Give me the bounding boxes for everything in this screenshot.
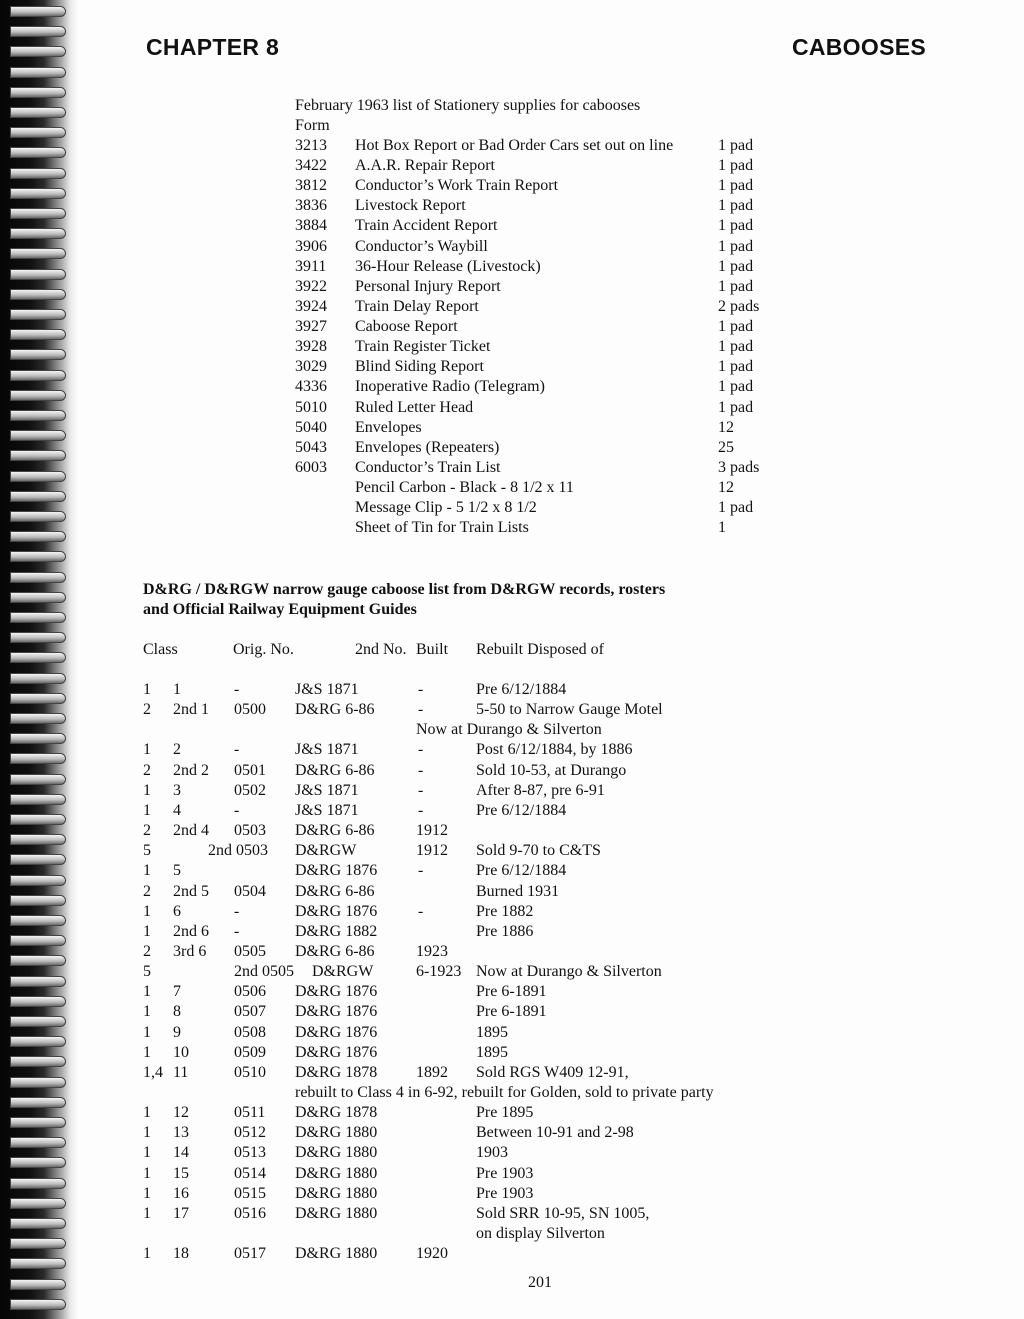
caboose-class: 1	[143, 1144, 151, 1162]
caboose-class: 1	[143, 902, 151, 920]
stationery-description: Inoperative Radio (Telegram)	[355, 378, 545, 396]
caboose-built: D&RG 1876	[295, 983, 378, 1001]
caboose-disposed: Now at Durango & Silverton	[476, 963, 662, 981]
caboose-2nd-no: 0510	[234, 1063, 266, 1081]
binding-ring	[10, 1036, 66, 1047]
stationery-quantity: 12	[718, 479, 734, 497]
binding-ring	[10, 551, 66, 562]
stationery-description: Train Register Ticket	[355, 338, 491, 356]
stationery-description: Blind Siding Report	[355, 358, 484, 376]
caboose-built: D&RG 1880	[295, 1124, 378, 1142]
binding-ring	[10, 814, 66, 825]
stationery-description: A.A.R. Repair Report	[355, 157, 495, 175]
caboose-class: 1	[143, 1003, 151, 1021]
caboose-class: 1	[143, 983, 151, 1001]
stationery-quantity: 2 pads	[718, 297, 760, 315]
caboose-built: D&RG 6-86	[295, 761, 375, 779]
caboose-orig-no: 2	[173, 741, 181, 759]
stationery-title: February 1963 list of Stationery supplies for cabooses	[295, 97, 641, 114]
binding-ring	[10, 935, 66, 946]
caboose-orig-no: 13	[173, 1124, 189, 1142]
binding-ring	[10, 733, 66, 744]
stationery-form-number: 5040	[295, 418, 327, 436]
caboose-rebuilt: 1912	[416, 842, 448, 860]
binding-ring	[10, 834, 66, 845]
binding-ring	[10, 1016, 66, 1027]
stationery-description: Envelopes	[355, 418, 422, 436]
caboose-orig-no: 2nd 5	[173, 882, 209, 900]
caboose-built: D&RG 6-86	[295, 882, 375, 900]
caboose-2nd-no: 0508	[234, 1023, 266, 1041]
caboose-built: D&RG 1876	[295, 1003, 378, 1021]
caboose-built: D&RG 1876	[295, 1043, 378, 1061]
stationery-description: Pencil Carbon - Black - 8 1/2 x 11	[355, 479, 574, 497]
caboose-orig-no: 8	[173, 1003, 181, 1021]
caboose-disposed: on display Silverton	[476, 1225, 605, 1243]
caboose-built: D&RG 1880	[295, 1204, 378, 1222]
page-number: 201	[528, 1274, 552, 1291]
caboose-built: D&RG 1880	[295, 1144, 378, 1162]
caboose-disposed: Between 10-91 and 2-98	[476, 1124, 634, 1142]
binding-ring	[10, 713, 66, 724]
caboose-disposed: Post 6/12/1884, by 1886	[476, 741, 633, 759]
binding-ring	[10, 592, 66, 603]
stationery-form-number: 5043	[295, 438, 327, 456]
binding-ring	[10, 450, 66, 461]
caboose-rebuilt: 1892	[416, 1063, 448, 1081]
caboose-2nd-no: 0507	[234, 1003, 266, 1021]
binding-ring	[10, 6, 66, 17]
stationery-quantity: 1 pad	[718, 358, 754, 376]
binding-ring	[10, 915, 66, 926]
stationery-quantity: 25	[718, 438, 734, 456]
binding-ring	[10, 1137, 66, 1148]
binding-ring	[10, 976, 66, 987]
binding-ring	[10, 1218, 66, 1229]
stationery-description: Message Clip - 5 1/2 x 8 1/2	[355, 499, 537, 517]
binding-ring	[10, 228, 66, 239]
stationery-form-number: 3029	[295, 358, 327, 376]
caboose-disposed: Pre 1903	[476, 1164, 534, 1182]
caboose-orig-no: 5	[173, 862, 181, 880]
stationery-quantity: 12	[718, 418, 734, 436]
caboose-2nd-no: 0505	[234, 942, 266, 960]
stationery-quantity: 1 pad	[718, 398, 754, 416]
caboose-class: 1	[143, 781, 151, 799]
caboose-2nd-no: 0513	[234, 1144, 266, 1162]
stationery-form-number: 3836	[295, 197, 327, 215]
binding-ring	[10, 1097, 66, 1108]
caboose-2nd-no: -	[234, 681, 240, 698]
caboose-built: J&S 1871	[295, 781, 359, 799]
caboose-disposed: Burned 1931	[476, 882, 560, 900]
column-header-class: Class	[143, 641, 178, 658]
caboose-built: D&RG 1876	[295, 862, 378, 880]
caboose-class: 1	[143, 1124, 151, 1142]
caboose-2nd-no: 0502	[234, 781, 266, 799]
caboose-orig-no: 2nd 1	[173, 701, 209, 719]
caboose-class: 1	[143, 801, 151, 819]
caboose-orig-no: 16	[173, 1184, 189, 1202]
caboose-orig-no: 14	[173, 1144, 189, 1162]
caboose-2nd-no: -	[234, 922, 240, 940]
binding-ring	[10, 1157, 66, 1168]
stationery-form-number: 3422	[295, 157, 327, 175]
caboose-disposed: 1895	[476, 1023, 508, 1041]
binding-ring	[10, 612, 66, 623]
stationery-quantity: 3 pads	[718, 458, 760, 476]
binding-ring	[10, 188, 66, 199]
binding-ring	[10, 1279, 66, 1290]
caboose-built: D&RG 6-86	[295, 701, 375, 719]
caboose-class: 5	[143, 963, 151, 981]
binding-ring	[10, 269, 66, 280]
stationery-form-number: 3922	[295, 277, 327, 295]
caboose-orig-no: 17	[173, 1204, 189, 1222]
caboose-2nd-no: 0517	[234, 1245, 266, 1263]
binding-ring	[10, 430, 66, 441]
binding-ring	[10, 1178, 66, 1189]
caboose-list-title: D&RG / D&RGW narrow gauge caboose list from D&RGW records, rosters	[143, 581, 666, 598]
caboose-orig-no: 2nd 2	[173, 761, 209, 779]
caboose-class: 1	[143, 1204, 151, 1222]
stationery-description: Conductor’s Train List	[355, 458, 501, 476]
caboose-orig-no: 11	[173, 1063, 189, 1081]
caboose-2nd-no: 0512	[234, 1124, 266, 1142]
caboose-2nd-no: -	[234, 741, 240, 759]
spiral-binding	[0, 0, 78, 1319]
binding-ring	[10, 511, 66, 522]
binding-ring	[10, 652, 66, 663]
binding-ring	[10, 693, 66, 704]
binding-ring	[10, 46, 66, 57]
caboose-class: 2	[143, 761, 151, 779]
column-header-2nd-no: 2nd No.	[355, 641, 407, 658]
stationery-form-label: Form	[295, 117, 330, 134]
chapter-heading: CHAPTER 8	[146, 34, 280, 60]
caboose-built: J&S 1871	[295, 741, 359, 759]
caboose-disposed: Sold SRR 10-95, SN 1005,	[476, 1204, 650, 1222]
binding-ring	[10, 774, 66, 785]
stationery-description: Hot Box Report or Bad Order Cars set out on line	[355, 137, 674, 154]
caboose-orig-no: 6	[173, 902, 181, 920]
caboose-2nd-no: 0504	[234, 882, 266, 900]
caboose-orig-no: 2nd 6	[173, 922, 209, 940]
caboose-disposed: Pre 1895	[476, 1104, 534, 1122]
column-header-orig-no: Orig. No.	[233, 641, 294, 658]
caboose-2nd-no: -	[234, 902, 240, 920]
binding-ring	[10, 26, 66, 37]
binding-ring	[10, 1077, 66, 1088]
stationery-form-number: 3924	[295, 297, 327, 315]
caboose-orig-no: 18	[173, 1245, 189, 1263]
caboose-disposed: Pre 6/12/1884	[476, 801, 567, 819]
caboose-built: D&RG 1882	[295, 922, 378, 940]
caboose-built: D&RG 1878	[295, 1104, 378, 1122]
caboose-2nd-no: 0500	[234, 701, 266, 719]
caboose-rebuilt: -	[418, 761, 424, 779]
binding-ring	[10, 572, 66, 583]
binding-ring	[10, 87, 66, 98]
stationery-description: Caboose Report	[355, 318, 458, 336]
caboose-disposed: Pre 1903	[476, 1184, 534, 1202]
caboose-orig-no: 15	[173, 1164, 189, 1182]
caboose-class: 1,4	[143, 1063, 163, 1081]
stationery-form-number: 5010	[295, 398, 327, 416]
caboose-disposed: Pre 6/12/1884	[476, 681, 567, 698]
stationery-description: Personal Injury Report	[355, 277, 501, 295]
binding-ring	[10, 390, 66, 401]
caboose-rebuilt: 1912	[416, 822, 448, 840]
caboose-2nd-no: 0503	[234, 822, 266, 840]
caboose-disposed: Sold 9-70 to C&TS	[476, 842, 601, 860]
binding-ring	[10, 1198, 66, 1209]
binding-ring	[10, 248, 66, 259]
stationery-quantity: 1 pad	[718, 197, 754, 215]
stationery-form-number: 3812	[295, 177, 327, 195]
caboose-rebuilt: -	[418, 741, 424, 759]
binding-ring	[10, 491, 66, 502]
stationery-quantity: 1 pad	[718, 318, 754, 336]
caboose-orig-no: 3	[173, 781, 181, 799]
caboose-class: 1	[143, 1184, 151, 1202]
binding-ring	[10, 531, 66, 542]
stationery-description: Envelopes (Repeaters)	[355, 438, 500, 456]
caboose-class: 1	[143, 681, 151, 698]
binding-ring	[10, 955, 66, 966]
binding-ring	[10, 410, 66, 421]
stationery-form-number: 3911	[295, 257, 327, 275]
stationery-quantity: 1 pad	[718, 257, 754, 275]
stationery-quantity: 1 pad	[718, 277, 754, 295]
binding-ring	[10, 107, 66, 118]
stationery-form-number: 3906	[295, 237, 327, 255]
caboose-2nd-no: 2nd 0503	[208, 842, 268, 860]
caboose-rebuilt: -	[418, 701, 424, 719]
binding-ring	[10, 370, 66, 381]
stationery-quantity: 1 pad	[718, 499, 754, 517]
caboose-2nd-no: -	[234, 801, 240, 819]
binding-ring	[10, 127, 66, 138]
stationery-form-number: 4336	[295, 378, 327, 396]
stationery-quantity: 1 pad	[718, 338, 754, 356]
caboose-class: 1	[143, 1023, 151, 1041]
caboose-orig-no: 1	[173, 681, 181, 698]
stationery-form-number: 3884	[295, 217, 327, 235]
caboose-built: D&RGW	[295, 842, 357, 860]
caboose-row-note: Now at Durango & Silverton	[416, 721, 602, 739]
stationery-quantity: 1 pad	[718, 237, 754, 255]
caboose-disposed: Pre 6-1891	[476, 1003, 547, 1021]
binding-ring	[10, 329, 66, 340]
stationery-quantity: 1 pad	[718, 217, 754, 235]
column-header-built: Built	[416, 641, 449, 658]
binding-ring	[10, 147, 66, 158]
caboose-disposed: Sold 10-53, at Durango	[476, 761, 627, 779]
stationery-quantity: 1 pad	[718, 378, 754, 396]
binding-ring	[10, 794, 66, 805]
caboose-disposed: 1903	[476, 1144, 508, 1162]
caboose-disposed: Pre 6/12/1884	[476, 862, 567, 880]
binding-ring	[10, 309, 66, 320]
caboose-built: D&RG 6-86	[295, 942, 375, 960]
stationery-description: Livestock Report	[355, 197, 466, 215]
caboose-class: 1	[143, 1164, 151, 1182]
caboose-class: 1	[143, 1245, 151, 1263]
binding-ring	[10, 349, 66, 360]
caboose-orig-no: 12	[173, 1104, 189, 1122]
caboose-orig-no: 7	[173, 983, 181, 1001]
stationery-form-number: 3928	[295, 338, 327, 356]
stationery-quantity: 1 pad	[718, 177, 754, 195]
caboose-built: D&RG 1878	[295, 1063, 378, 1081]
stationery-description: Conductor’s Work Train Report	[355, 177, 559, 195]
section-heading: CABOOSES	[791, 34, 926, 60]
caboose-built: D&RG 1880	[295, 1184, 378, 1202]
caboose-2nd-no: 0515	[234, 1184, 266, 1202]
stationery-description: Conductor’s Waybill	[355, 237, 488, 255]
caboose-rebuilt: 1920	[416, 1245, 448, 1263]
caboose-orig-no: 9	[173, 1023, 181, 1041]
caboose-built: D&RG 1876	[295, 1023, 378, 1041]
binding-ring	[10, 753, 66, 764]
binding-ring	[10, 1117, 66, 1128]
caboose-row-note: rebuilt to Class 4 in 6-92, rebuilt for Golden, sold to private party	[295, 1084, 714, 1101]
binding-ring	[10, 1299, 66, 1310]
stationery-description: 36-Hour Release (Livestock)	[355, 257, 541, 275]
stationery-description: Train Accident Report	[355, 217, 498, 235]
caboose-disposed: Pre 1886	[476, 922, 534, 940]
binding-ring	[10, 168, 66, 179]
caboose-built: D&RG 1880	[295, 1164, 378, 1182]
stationery-quantity: 1	[718, 519, 726, 537]
caboose-rebuilt: -	[418, 862, 424, 880]
stationery-form-number: 6003	[295, 458, 327, 476]
binding-ring	[10, 996, 66, 1007]
caboose-disposed: 1895	[476, 1043, 508, 1061]
stationery-form-number: 3213	[295, 137, 327, 154]
binding-ring	[10, 289, 66, 300]
caboose-disposed: Pre 6-1891	[476, 983, 547, 1001]
stationery-quantity: 1 pad	[718, 137, 754, 154]
binding-ring	[10, 875, 66, 886]
caboose-class: 2	[143, 822, 151, 840]
caboose-orig-no: 3rd 6	[173, 942, 207, 960]
caboose-built: J&S 1871	[295, 681, 359, 698]
stationery-form-number: 3927	[295, 318, 327, 336]
binding-ring	[10, 854, 66, 865]
column-header-rebuilt-disposed: Rebuilt Disposed of	[476, 641, 604, 658]
caboose-rebuilt: -	[418, 801, 424, 819]
caboose-disposed: After 8-87, pre 6-91	[476, 781, 605, 799]
stationery-quantity: 1 pad	[718, 157, 754, 175]
caboose-2nd-no: 0516	[234, 1204, 266, 1222]
caboose-disposed: Sold RGS W409 12-91,	[476, 1063, 629, 1081]
caboose-class: 1	[143, 1104, 151, 1122]
caboose-rebuilt: -	[418, 781, 424, 799]
caboose-class: 1	[143, 1043, 151, 1061]
caboose-orig-no: 10	[173, 1043, 189, 1061]
caboose-class: 2	[143, 942, 151, 960]
stationery-description: Sheet of Tin for Train Lists	[355, 519, 529, 537]
caboose-2nd-no: 0506	[234, 983, 266, 1001]
binding-ring	[10, 1238, 66, 1249]
caboose-class: 5	[143, 842, 151, 860]
caboose-rebuilt: 1923	[416, 942, 448, 960]
caboose-rebuilt: 6-1923	[416, 963, 462, 981]
stationery-description: Ruled Letter Head	[355, 398, 474, 416]
binding-ring	[10, 67, 66, 78]
caboose-class: 1	[143, 862, 151, 880]
binding-ring	[10, 1056, 66, 1067]
caboose-disposed: Pre 1882	[476, 902, 534, 920]
binding-ring	[10, 1258, 66, 1269]
caboose-class: 2	[143, 882, 151, 900]
binding-ring	[10, 208, 66, 219]
caboose-built: D&RG 6-86	[295, 822, 375, 840]
binding-ring	[10, 895, 66, 906]
stationery-description: Train Delay Report	[355, 297, 479, 315]
caboose-rebuilt: -	[418, 681, 424, 698]
binding-ring	[10, 471, 66, 482]
caboose-2nd-no: 0509	[234, 1043, 266, 1061]
caboose-2nd-no: 0501	[234, 761, 266, 779]
caboose-list-title: and Official Railway Equipment Guides	[143, 601, 417, 618]
caboose-built: D&RGW	[312, 963, 374, 981]
caboose-orig-no: 2nd 4	[173, 822, 209, 840]
binding-ring	[10, 632, 66, 643]
caboose-2nd-no: 2nd 0505	[234, 963, 294, 981]
caboose-orig-no: 4	[173, 801, 181, 819]
caboose-built: D&RG 1876	[295, 902, 378, 920]
caboose-rebuilt: -	[418, 902, 424, 920]
caboose-class: 1	[143, 922, 151, 940]
caboose-built: D&RG 1880	[295, 1245, 378, 1263]
binding-ring	[10, 673, 66, 684]
caboose-built: J&S 1871	[295, 801, 359, 819]
caboose-2nd-no: 0511	[234, 1104, 266, 1122]
caboose-2nd-no: 0514	[234, 1164, 266, 1182]
caboose-class: 2	[143, 701, 151, 719]
caboose-disposed: 5-50 to Narrow Gauge Motel	[476, 701, 663, 719]
caboose-class: 1	[143, 741, 151, 759]
